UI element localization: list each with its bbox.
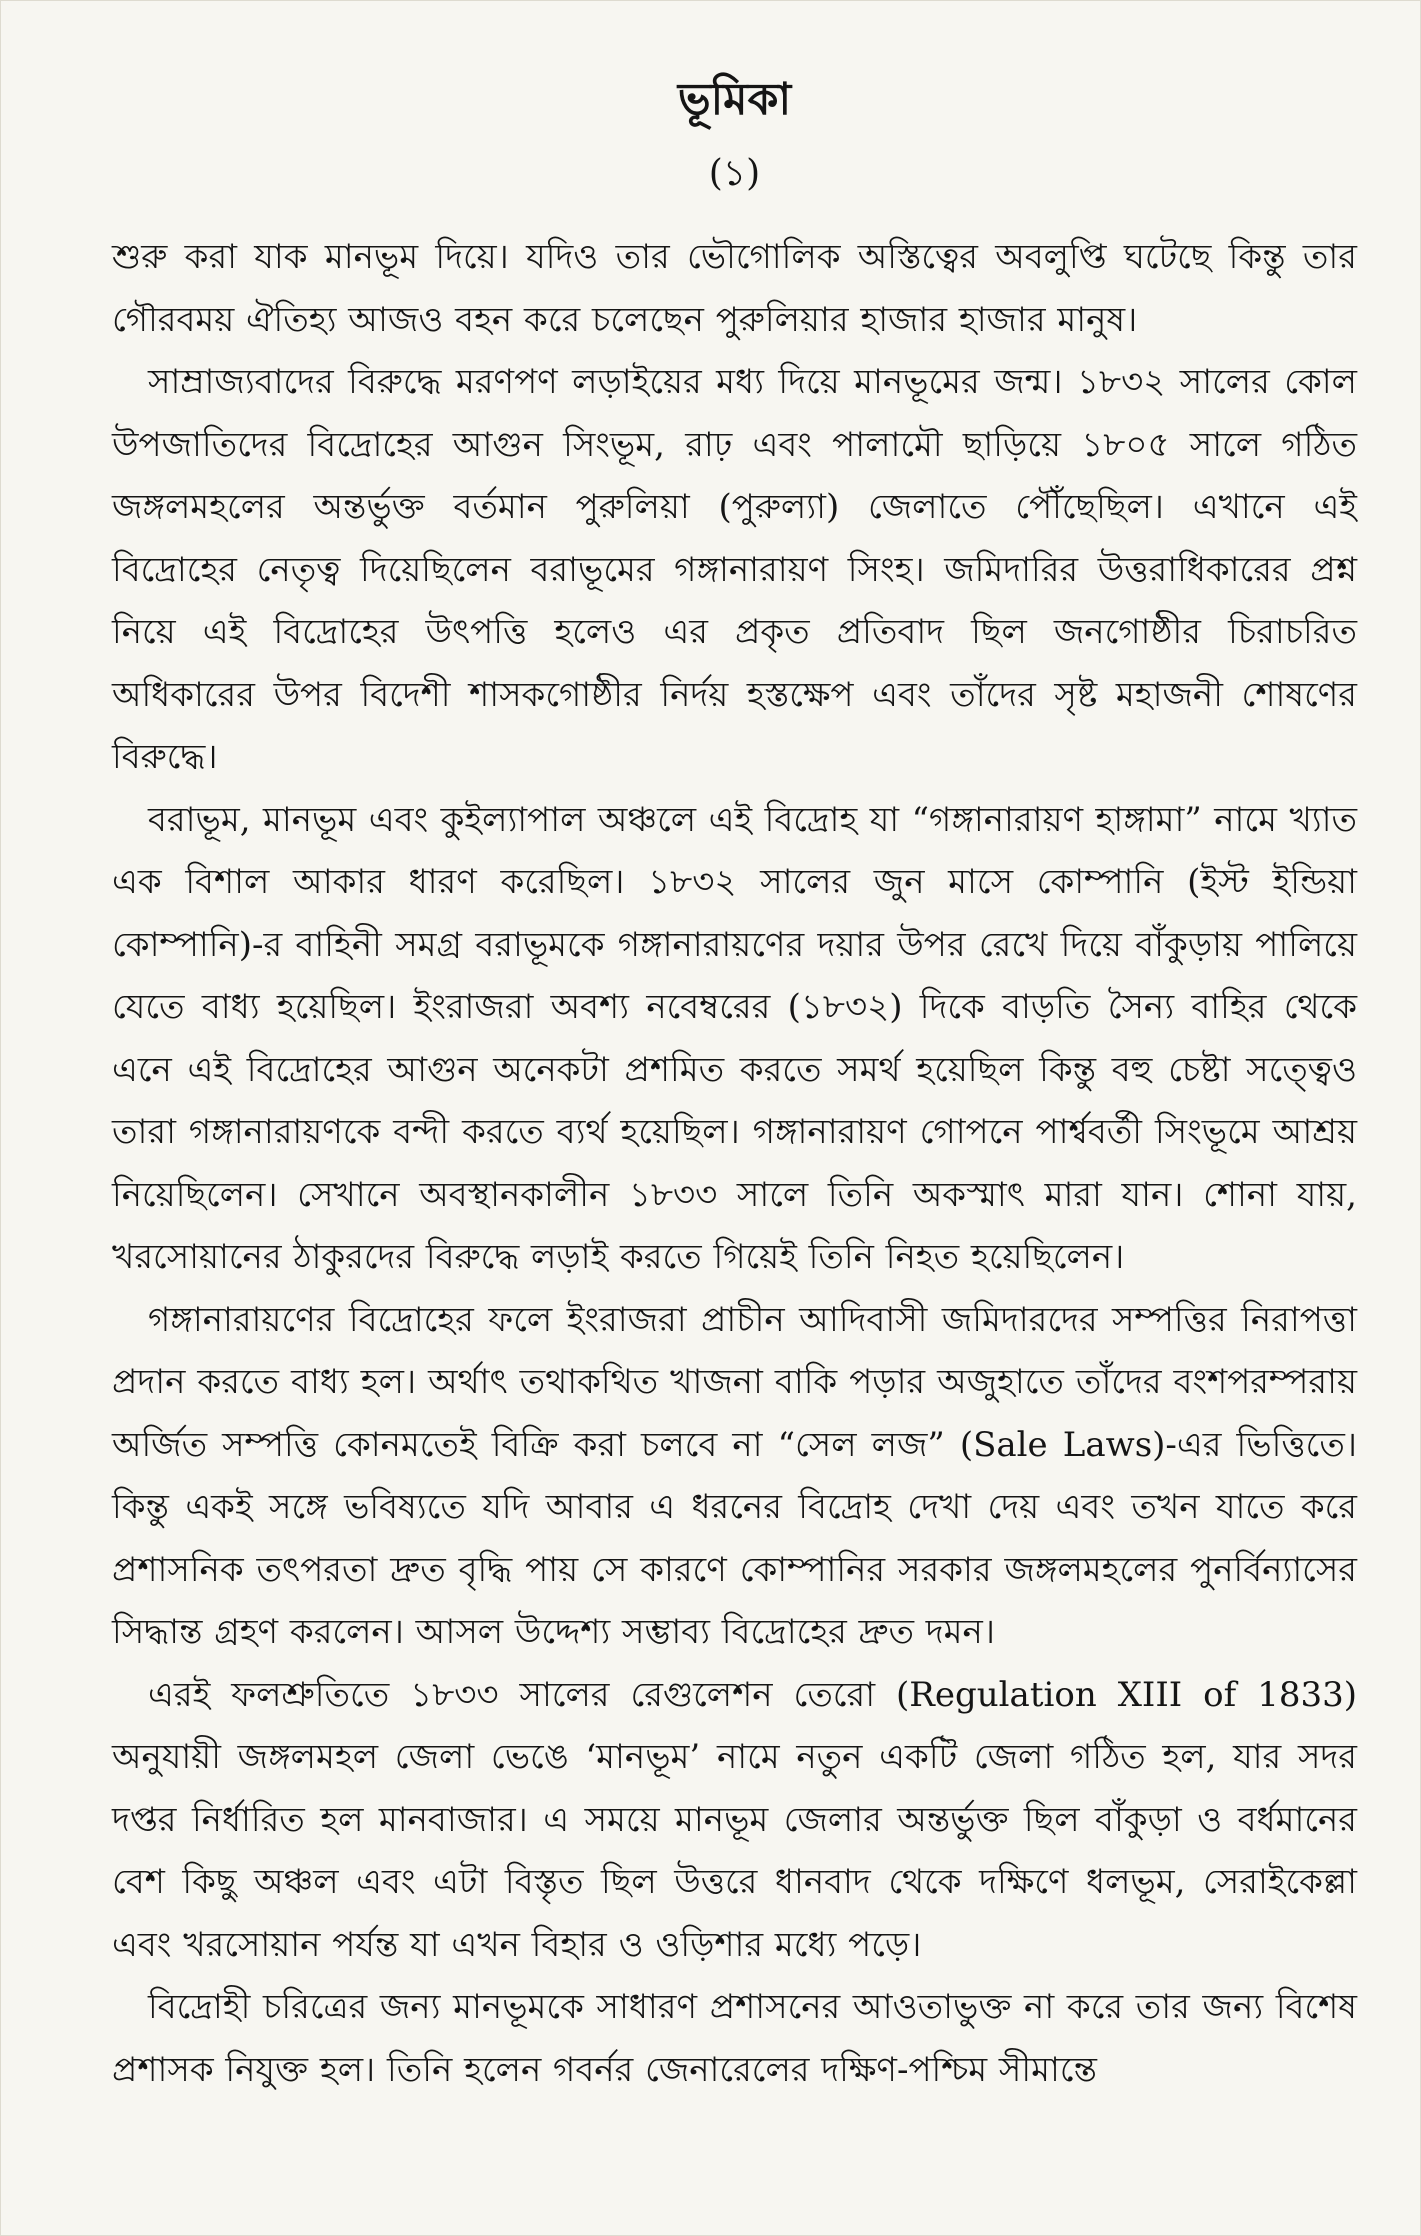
paragraph: সাম্রাজ্যবাদের বিরুদ্ধে মরণপণ লড়াইয়ের মধ্য দিয়ে মানভূমের জন্ম। ১৮৩২ সালের কোল উপজাতিদের বিদ্রোহের আগুন সিংভূম, রাঢ় এবং পালামৌ ছাড়িয়ে ১৮০৫ সালে গঠিত জঙ্গলমহলের অন্তর্ভুক্ত বর্তমান পুরুলিয়া (পুরুল্যা) জেলাতে পৌঁছেছিল। এখানে এই বিদ্রোহের নেতৃত্ব দিয়েছিলেন বরাভূমের গঙ্গানারায়ণ সিংহ। জমিদারির উত্তরাধিকারের প্রশ্ন নিয়ে এই বিদ্রোহের উৎপত্তি হলেও এর প্রকৃত প্রতিবাদ ছিল জনগোষ্ঠীর চিরাচরিত অধিকারের উপর বিদেশী শাসকগোষ্ঠীর নির্দয় হস্তক্ষেপ এবং তাঁদের সৃষ্ট মহাজনী শোষণের বিরুদ্ধে। — [112, 362, 1357, 777]
page-title: ভূমিকা — [677, 74, 792, 125]
paragraph: শুরু করা যাক মানভূম দিয়ে। যদিও তার ভৌগোলিক অস্তিত্বের অবলুপ্তি ঘটেছে কিন্তু তার গৌরবময় ঐতিহ্য আজও বহন করে চলেছেন পুরুলিয়ার হাজার হাজার মানুষ। — [112, 237, 1357, 340]
document-body — [112, 226, 1357, 2101]
paragraph: গঙ্গানারায়ণের বিদ্রোহের ফলে ইংরাজরা প্রাচীন আদিবাসী জমিদারদের সম্পত্তির নিরাপত্তা প্রদান করতে বাধ্য হল। অর্থাৎ তথাকথিত খাজনা বাকি পড়ার অজুহাতে তাঁদের বংশপরম্পরায় অর্জিত সম্পত্তি কোনমতেই বিক্রি করা চলবে না “সেল লজ” (Sale Laws)-এর ভিত্তিতে। কিন্তু একই সঙ্গে ভবিষ্যতে যদি আবার এ ধরনের বিদ্রোহ দেখা দেয় এবং তখন যাতে করে প্রশাসনিক তৎপরতা দ্রুত বৃদ্ধি পায় সে কারণে কোম্পানির সরকার জঙ্গলমহলের পুনর্বিন্যাসের সিদ্ধান্ত গ্রহণ করলেন। আসল উদ্দেশ্য সম্ভাব্য বিদ্রোহের দ্রুত দমন। — [112, 1299, 1357, 1652]
paragraph: এরই ফলশ্রুতিতে ১৮৩৩ সালের রেগুলেশন তেরো (Regulation XIII of 1833) অনুযায়ী জঙ্গলমহল জেলা ভেঙে ‘মানভূম’ নামে নতুন একটি জেলা গঠিত হল, যার সদর দপ্তর নির্ধারিত হল মানবাজার। এ সময়ে মানভূম জেলার অন্তর্ভুক্ত ছিল বাঁকুড়া ও বর্ধমানের বেশ কিছু অঞ্চল এবং এটা বিস্তৃত ছিল উত্তরে ধানবাদ থেকে দক্ষিণে ধলভূম, সেরাইকেল্লা এবং খরসোয়ান পর্যন্ত যা এখন বিহার ও ওড়িশার মধ্যে পড়ে। — [112, 1674, 1357, 1965]
paragraph: বরাভূম, মানভূম এবং কুইল্যাপাল অঞ্চলে এই বিদ্রোহ যা “গঙ্গানারায়ণ হাঙ্গামা” নামে খ্যাত এক বিশাল আকার ধারণ করেছিল। ১৮৩২ সালের জুন মাসে কোম্পানি (ইস্ট ইন্ডিয়া কোম্পানি)-র বাহিনী সমগ্র বরাভূমকে গঙ্গানারায়ণের দয়ার উপর রেখে দিয়ে বাঁকুড়ায় পালিয়ে যেতে বাধ্য হয়েছিল। ইংরাজরা অবশ্য নবেম্বরের (১৮৩২) দিকে বাড়তি সৈন্য বাহির থেকে এনে এই বিদ্রোহের আগুন অনেকটা প্রশমিত করতে সমর্থ হয়েছিল কিন্তু বহু চেষ্টা সত্ত্বেও তারা গঙ্গানারায়ণকে বন্দী করতে ব্যর্থ হয়েছিল। গঙ্গানারায়ণ গোপনে পার্শ্ববর্তী সিংভূমে আশ্রয় নিয়েছিলেন। সেখানে অবস্থানকালীন ১৮৩৩ সালে তিনি অকস্মাৎ মারা যান। শোনা যায়, খরসোয়ানের ঠাকুরদের বিরুদ্ধে লড়াই করতে গিয়েই তিনি নিহত হয়েছিলেন। — [112, 799, 1357, 1277]
paragraph: বিদ্রোহী চরিত্রের জন্য মানভূমকে সাধারণ প্রশাসনের আওতাভুক্ত না করে তার জন্য বিশেষ প্রশাসক নিযুক্ত হল। তিনি হলেন গবর্নর জেনারেলের দক্ষিণ-পশ্চিম সীমান্তে — [112, 1987, 1357, 2090]
section-number: (১) — [708, 153, 761, 194]
